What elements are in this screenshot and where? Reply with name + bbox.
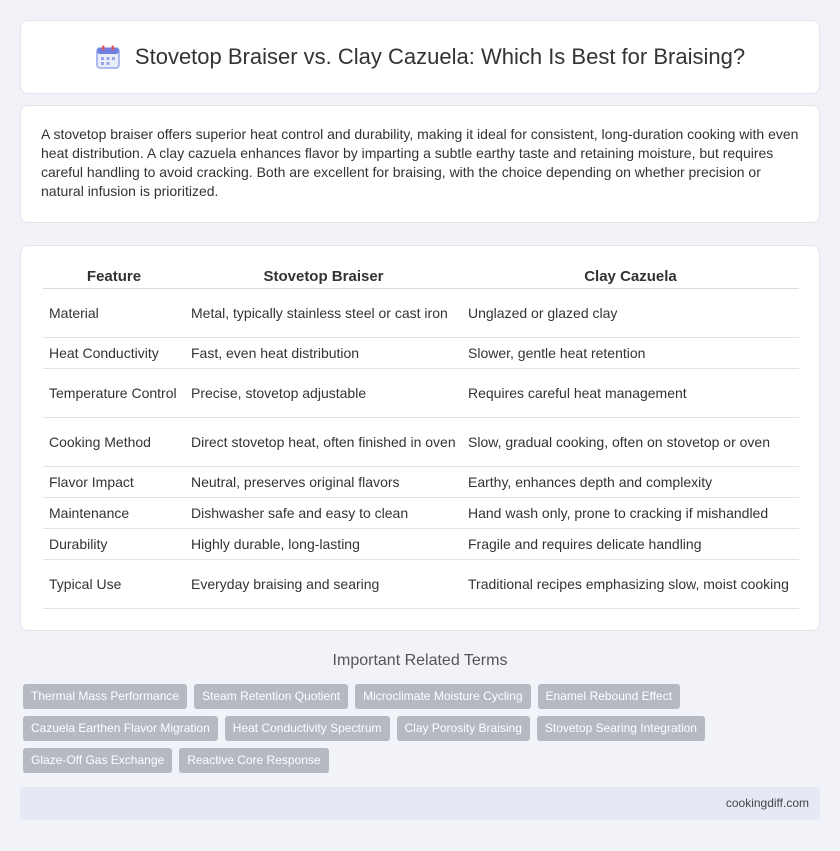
intro-card xyxy=(20,105,820,223)
related-term-tag[interactable]: Cazuela Earthen Flavor Migration xyxy=(23,716,218,741)
related-term-tag[interactable]: Thermal Mass Performance xyxy=(23,684,187,709)
intro-text: A stovetop braiser offers superior heat control and durability, making it ideal for consistent, long-duration cooking with even heat distribution. A clay cazuela enhances flavor by imparting a subtle earthy taste and retaining moisture, but requires careful handling to avoid cracking. Both are excellent for braising, with the choice depending on whether precision or natural infusion is prioritized. xyxy=(41,126,799,199)
row-cazuela-value: Unglazed or glazed clay xyxy=(462,289,799,338)
row-braiser-value: Everyday braising and searing xyxy=(185,560,462,609)
row-cazuela-value: Slower, gentle heat retention xyxy=(462,338,799,369)
title-card xyxy=(20,20,820,94)
related-term-tag[interactable]: Microclimate Moisture Cycling xyxy=(355,684,530,709)
table-row xyxy=(43,369,799,418)
row-feature: Typical Use xyxy=(43,560,185,609)
related-term-tag[interactable]: Glaze-Off Gas Exchange xyxy=(23,748,172,773)
row-feature: Flavor Impact xyxy=(43,467,185,498)
table-row xyxy=(43,467,799,498)
related-term-tag[interactable]: Enamel Rebound Effect xyxy=(538,684,681,709)
row-feature: Material xyxy=(43,289,185,338)
row-cazuela-value: Earthy, enhances depth and complexity xyxy=(462,467,799,498)
row-cazuela-value: Traditional recipes emphasizing slow, moist cooking xyxy=(462,560,799,609)
related-terms-list xyxy=(23,684,723,780)
related-term-tag[interactable]: Steam Retention Quotient xyxy=(194,684,348,709)
comparison-card xyxy=(20,245,820,631)
row-braiser-value: Precise, stovetop adjustable xyxy=(185,369,462,418)
table-row xyxy=(43,498,799,529)
related-terms-title: Important Related Terms xyxy=(332,652,508,669)
row-braiser-value: Metal, typically stainless steel or cast iron xyxy=(185,289,462,338)
row-feature: Heat Conductivity xyxy=(43,338,185,369)
table-row xyxy=(43,289,799,338)
row-braiser-value: Fast, even heat distribution xyxy=(185,338,462,369)
row-braiser-value: Direct stovetop heat, often finished in oven xyxy=(185,418,462,467)
row-feature: Durability xyxy=(43,529,185,560)
row-braiser-value: Neutral, preserves original flavors xyxy=(185,467,462,498)
row-cazuela-value: Requires careful heat management xyxy=(462,369,799,418)
footer xyxy=(20,787,820,820)
header-feature: Feature xyxy=(43,268,185,289)
footer-site-link[interactable]: cookingdiff.com xyxy=(725,796,809,810)
table-row xyxy=(43,418,799,467)
row-braiser-value: Dishwasher safe and easy to clean xyxy=(185,498,462,529)
row-cazuela-value: Slow, gradual cooking, often on stovetop or oven xyxy=(462,418,799,467)
table-header-row xyxy=(43,268,799,289)
comparison-table xyxy=(43,268,799,609)
related-term-tag[interactable]: Heat Conductivity Spectrum xyxy=(225,716,390,741)
header-stovetop-braiser: Stovetop Braiser xyxy=(185,268,462,289)
row-braiser-value: Highly durable, long-lasting xyxy=(185,529,462,560)
related-term-tag[interactable]: Stovetop Searing Integration xyxy=(537,716,705,741)
calendar-icon xyxy=(95,44,121,70)
table-row xyxy=(43,529,799,560)
table-row xyxy=(43,560,799,609)
page-title: Stovetop Braiser vs. Clay Cazuela: Which Is Best for Braising? xyxy=(134,44,746,69)
related-term-tag[interactable]: Clay Porosity Braising xyxy=(397,716,530,741)
header-clay-cazuela: Clay Cazuela xyxy=(462,268,799,289)
row-cazuela-value: Fragile and requires delicate handling xyxy=(462,529,799,560)
row-feature: Maintenance xyxy=(43,498,185,529)
related-term-tag[interactable]: Reactive Core Response xyxy=(179,748,328,773)
row-feature: Temperature Control xyxy=(43,369,185,418)
table-row xyxy=(43,338,799,369)
row-cazuela-value: Hand wash only, prone to cracking if mishandled xyxy=(462,498,799,529)
row-feature: Cooking Method xyxy=(43,418,185,467)
